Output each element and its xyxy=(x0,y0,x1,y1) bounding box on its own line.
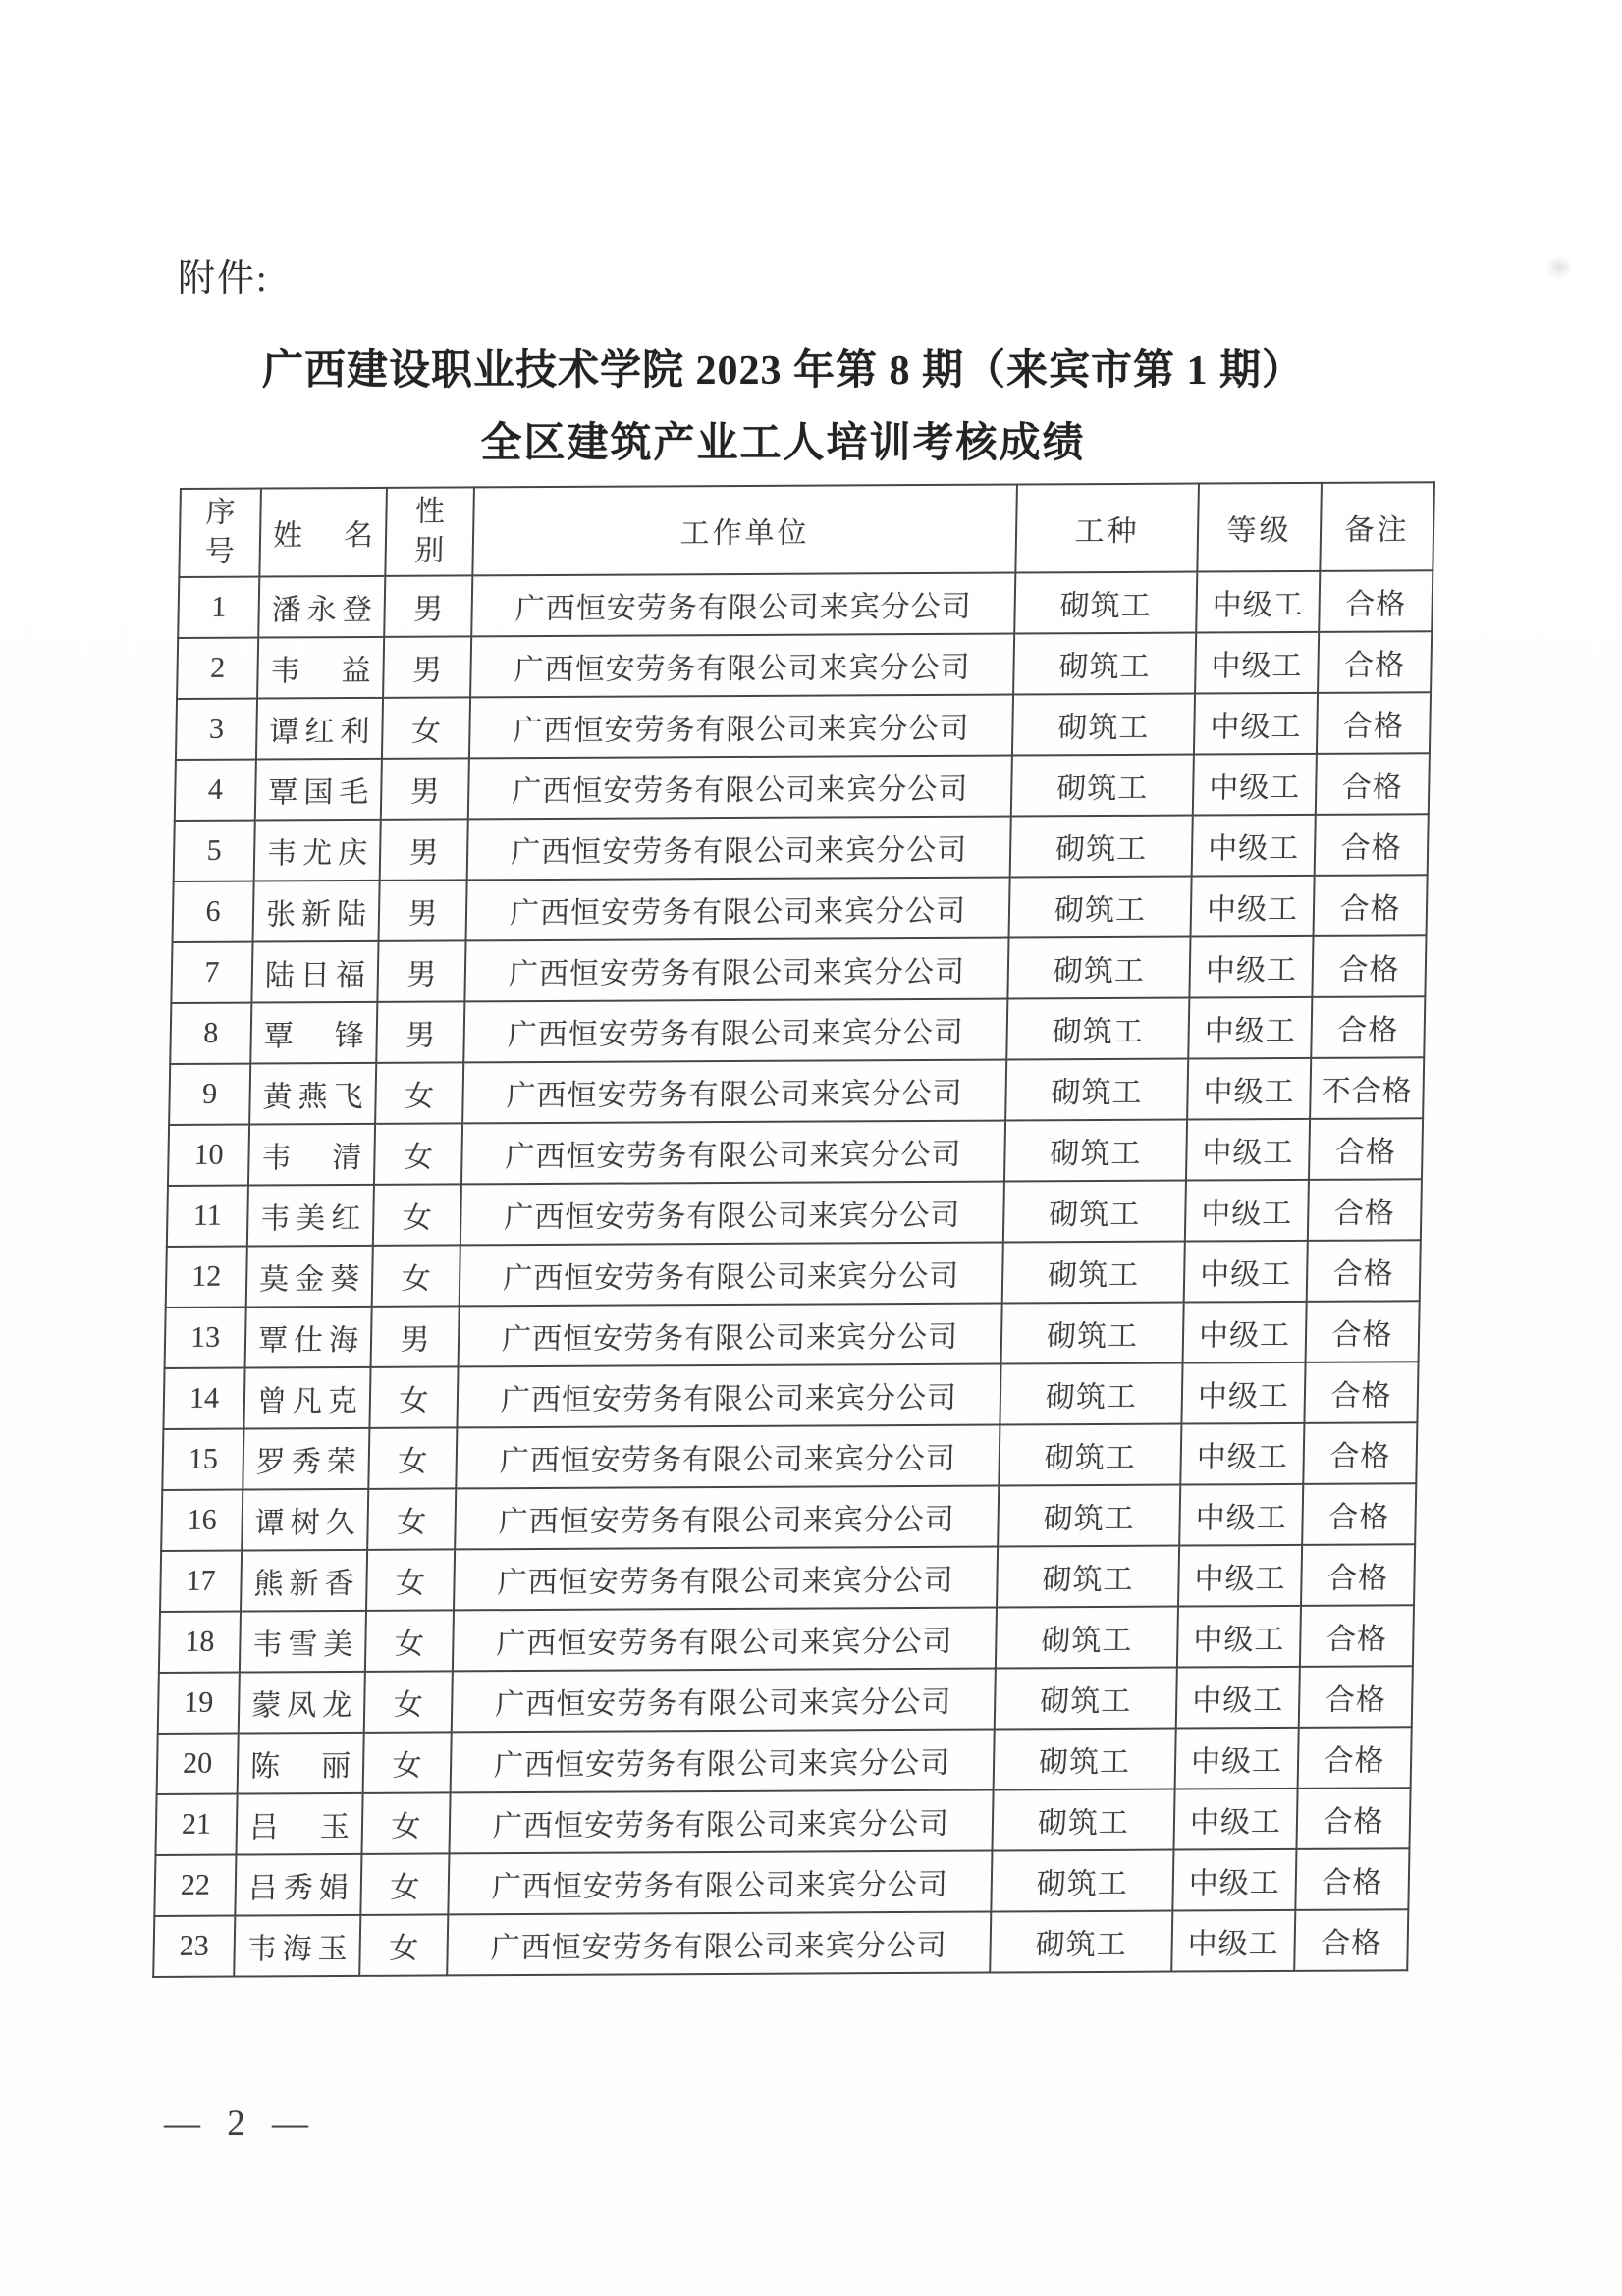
col-header-level xyxy=(1197,483,1322,572)
cell-name-text: 韦美红 xyxy=(260,1201,361,1236)
table-row xyxy=(159,1605,1414,1673)
table-row xyxy=(165,1301,1420,1368)
cell-level: 中级工 xyxy=(1175,1728,1299,1789)
cell-gender: 女 xyxy=(367,1488,456,1549)
cell-trade: 砌筑工 xyxy=(1010,816,1193,878)
cell-name-text: 覃锋 xyxy=(263,1019,365,1053)
cell-gender: 女 xyxy=(375,1062,463,1123)
cell-work-unit: 广西恒安劳务有限公司来宾分公司 xyxy=(457,1364,1000,1428)
cell-gender: 男 xyxy=(379,880,467,940)
cell-no: 5 xyxy=(174,821,255,881)
cell-work-unit: 广西恒安劳务有限公司来宾分公司 xyxy=(466,878,1010,941)
cell-remark: 合格 xyxy=(1298,1727,1412,1789)
cell-level: 中级工 xyxy=(1180,1423,1304,1485)
cell-name-text: 熊新香 xyxy=(253,1567,354,1601)
cell-level: 中级工 xyxy=(1194,693,1318,755)
cell-name xyxy=(235,1854,361,1916)
cell-name xyxy=(243,1367,370,1429)
results-table-body xyxy=(153,570,1433,1977)
results-table xyxy=(152,481,1435,1978)
cell-gender: 女 xyxy=(359,1914,448,1975)
cell-name-text: 蒙凤龙 xyxy=(250,1688,352,1723)
cell-name-text: 莫金葵 xyxy=(258,1262,360,1297)
cell-no: 17 xyxy=(160,1551,242,1612)
cell-gender: 女 xyxy=(372,1245,460,1306)
cell-name xyxy=(257,637,384,699)
cell-no: 8 xyxy=(170,1003,251,1064)
cell-remark: 合格 xyxy=(1294,1909,1408,1971)
cell-name-text: 覃国毛 xyxy=(267,775,369,810)
cell-level: 中级工 xyxy=(1185,1180,1309,1242)
cell-gender: 女 xyxy=(364,1671,453,1732)
cell-remark: 合格 xyxy=(1295,1848,1409,1910)
cell-gender: 男 xyxy=(381,758,469,819)
page-number: — 2 — xyxy=(164,2104,317,2144)
cell-trade: 砌筑工 xyxy=(1001,1303,1184,1364)
cell-remark: 合格 xyxy=(1303,1422,1417,1484)
cell-remark: 合格 xyxy=(1299,1666,1413,1728)
cell-no: 11 xyxy=(167,1186,248,1247)
cell-gender: 女 xyxy=(382,697,470,758)
cell-trade: 砌筑工 xyxy=(1003,1181,1186,1243)
cell-trade: 砌筑工 xyxy=(995,1668,1177,1730)
cell-level: 中级工 xyxy=(1172,1849,1296,1911)
cell-name-text: 黄燕飞 xyxy=(262,1080,363,1114)
cell-name xyxy=(245,1307,372,1368)
cell-trade: 砌筑工 xyxy=(1014,572,1197,634)
col-header-name xyxy=(259,488,387,577)
table-row xyxy=(160,1544,1415,1612)
cell-no: 6 xyxy=(173,881,254,942)
cell-trade: 砌筑工 xyxy=(999,1424,1181,1486)
cell-gender: 男 xyxy=(384,575,472,636)
cell-name-text: 张新陆 xyxy=(265,897,367,932)
cell-work-unit: 广西恒安劳务有限公司来宾分公司 xyxy=(471,573,1015,637)
cell-remark: 合格 xyxy=(1307,1240,1421,1302)
cell-gender: 女 xyxy=(363,1732,452,1792)
cell-gender: 女 xyxy=(373,1184,461,1245)
cell-remark: 合格 xyxy=(1311,996,1425,1058)
document-title-line2: 全区建筑产业工人培训考核成绩 xyxy=(480,421,1086,466)
attachment-label: 附件: xyxy=(178,258,269,299)
cell-trade: 砌筑工 xyxy=(1000,1363,1182,1425)
cell-trade: 砌筑工 xyxy=(1004,1120,1187,1182)
cell-level: 中级工 xyxy=(1196,571,1320,633)
cell-level: 中级工 xyxy=(1179,1484,1303,1546)
cell-no: 23 xyxy=(153,1916,235,1977)
cell-level: 中级工 xyxy=(1193,754,1317,816)
cell-name-text: 曾凡克 xyxy=(256,1384,358,1418)
cell-name-text: 谭红利 xyxy=(269,715,370,749)
cell-gender: 男 xyxy=(376,1001,464,1062)
cell-trade: 砌筑工 xyxy=(997,1546,1179,1608)
col-header-level-label: 等级 xyxy=(1226,514,1292,548)
col-header-no-label: 序号 xyxy=(204,496,236,568)
cell-trade: 砌筑工 xyxy=(1002,1242,1185,1304)
cell-work-unit: 广西恒安劳务有限公司来宾分公司 xyxy=(463,999,1007,1063)
cell-remark: 合格 xyxy=(1317,692,1431,754)
cell-name-text: 陆日福 xyxy=(264,958,366,992)
cell-remark: 合格 xyxy=(1302,1483,1416,1545)
scan-smudge xyxy=(1545,255,1573,279)
cell-level: 中级工 xyxy=(1189,936,1313,998)
cell-name-text: 吕秀娟 xyxy=(247,1871,350,1905)
cell-remark: 合格 xyxy=(1308,1179,1422,1241)
cell-name xyxy=(251,941,378,1003)
col-header-no xyxy=(179,489,261,577)
cell-name xyxy=(247,1185,374,1247)
table-header-row xyxy=(179,482,1434,577)
col-header-name-label: 姓名 xyxy=(272,518,374,553)
cell-no: 4 xyxy=(175,760,256,821)
cell-work-unit: 广西恒安劳务有限公司来宾分公司 xyxy=(461,1121,1005,1185)
cell-trade: 砌筑工 xyxy=(996,1607,1178,1669)
cell-gender: 男 xyxy=(380,819,468,880)
cell-level: 中级工 xyxy=(1177,1606,1301,1668)
cell-level: 中级工 xyxy=(1195,632,1319,694)
cell-trade: 砌筑工 xyxy=(1007,937,1190,999)
cell-trade: 砌筑工 xyxy=(992,1789,1174,1851)
cell-work-unit: 广西恒安劳务有限公司来宾分公司 xyxy=(453,1608,997,1672)
cell-level: 中级工 xyxy=(1171,1910,1295,1972)
cell-name xyxy=(249,1063,376,1125)
cell-work-unit: 广西恒安劳务有限公司来宾分公司 xyxy=(452,1669,996,1733)
cell-name xyxy=(253,881,380,942)
cell-trade: 砌筑工 xyxy=(1013,633,1196,695)
cell-no: 19 xyxy=(158,1673,240,1734)
cell-gender: 女 xyxy=(360,1853,449,1914)
cell-name xyxy=(246,1246,373,1308)
cell-name xyxy=(236,1793,362,1855)
table-row xyxy=(157,1727,1412,1794)
table-row xyxy=(173,875,1428,942)
cell-trade: 砌筑工 xyxy=(998,1485,1180,1547)
cell-name xyxy=(242,1489,368,1551)
cell-remark: 合格 xyxy=(1300,1605,1414,1667)
col-header-gender xyxy=(385,487,474,575)
cell-gender: 女 xyxy=(366,1549,455,1610)
cell-name xyxy=(234,1915,360,1977)
cell-remark: 合格 xyxy=(1301,1544,1415,1606)
cell-work-unit: 广西恒安劳务有限公司来宾分公司 xyxy=(467,817,1011,881)
cell-no: 20 xyxy=(157,1734,239,1794)
cell-remark: 合格 xyxy=(1296,1788,1410,1849)
cell-trade: 砌筑工 xyxy=(991,1850,1173,1912)
cell-trade: 砌筑工 xyxy=(990,1911,1172,1973)
cell-name-text: 韦海玉 xyxy=(246,1932,349,1966)
cell-work-unit: 广西恒安劳务有限公司来宾分公司 xyxy=(470,634,1014,698)
cell-work-unit: 广西恒安劳务有限公司来宾分公司 xyxy=(464,938,1008,1002)
table-row xyxy=(175,753,1430,821)
table-row xyxy=(158,1666,1413,1734)
cell-remark: 合格 xyxy=(1315,814,1429,876)
cell-no: 2 xyxy=(177,638,258,699)
cell-name xyxy=(255,759,382,821)
cell-gender: 女 xyxy=(361,1792,450,1853)
cell-work-unit: 广西恒安劳务有限公司来宾分公司 xyxy=(448,1851,992,1915)
col-header-trade xyxy=(1015,484,1199,573)
cell-name xyxy=(241,1550,367,1612)
cell-level: 中级工 xyxy=(1178,1545,1302,1607)
cell-no: 21 xyxy=(155,1794,237,1855)
table-row xyxy=(170,996,1425,1064)
table-row xyxy=(169,1057,1424,1125)
cell-trade: 砌筑工 xyxy=(994,1729,1176,1790)
cell-gender: 女 xyxy=(368,1427,457,1488)
cell-name xyxy=(254,820,381,881)
cell-name-text: 韦雪美 xyxy=(252,1628,353,1662)
table-row xyxy=(162,1422,1417,1490)
cell-no: 10 xyxy=(168,1125,249,1186)
results-table-wrap xyxy=(152,481,1435,1978)
cell-remark: 不合格 xyxy=(1310,1057,1424,1119)
cell-gender: 女 xyxy=(374,1123,462,1184)
cell-no: 14 xyxy=(163,1368,244,1429)
col-header-work-unit-label: 工作单位 xyxy=(679,516,810,551)
cell-work-unit: 广西恒安劳务有限公司来宾分公司 xyxy=(459,1304,1002,1367)
cell-no: 12 xyxy=(166,1247,247,1308)
cell-level: 中级工 xyxy=(1181,1362,1305,1424)
cell-name-text: 吕玉 xyxy=(248,1810,351,1844)
table-row xyxy=(168,1118,1423,1186)
cell-work-unit: 广西恒安劳务有限公司来宾分公司 xyxy=(455,1486,999,1550)
cell-no: 3 xyxy=(176,699,257,760)
cell-level: 中级工 xyxy=(1187,1058,1311,1120)
cell-remark: 合格 xyxy=(1312,935,1426,997)
cell-level: 中级工 xyxy=(1191,876,1315,937)
cell-remark: 合格 xyxy=(1316,753,1430,815)
cell-work-unit: 广西恒安劳务有限公司来宾分公司 xyxy=(451,1730,995,1793)
cell-work-unit: 广西恒安劳务有限公司来宾分公司 xyxy=(449,1790,993,1854)
table-row xyxy=(166,1240,1421,1308)
cell-gender: 女 xyxy=(369,1366,458,1427)
cell-work-unit: 广西恒安劳务有限公司来宾分公司 xyxy=(454,1547,998,1611)
cell-name-text: 罗秀荣 xyxy=(255,1445,357,1479)
cell-level: 中级工 xyxy=(1183,1302,1307,1363)
cell-remark: 合格 xyxy=(1319,570,1433,632)
table-row xyxy=(167,1179,1422,1247)
cell-trade: 砌筑工 xyxy=(1006,998,1189,1060)
cell-trade: 砌筑工 xyxy=(1011,755,1194,817)
table-row xyxy=(174,814,1429,881)
cell-remark: 合格 xyxy=(1304,1362,1418,1423)
cell-no: 7 xyxy=(171,942,252,1003)
cell-name xyxy=(239,1672,365,1734)
cell-remark: 合格 xyxy=(1318,631,1432,693)
cell-level: 中级工 xyxy=(1184,1241,1308,1303)
cell-no: 13 xyxy=(165,1308,246,1368)
cell-gender: 男 xyxy=(383,636,471,697)
cell-trade: 砌筑工 xyxy=(1005,1059,1188,1121)
table-row xyxy=(161,1483,1416,1551)
cell-name-text: 韦清 xyxy=(261,1141,362,1175)
cell-no: 9 xyxy=(169,1064,250,1125)
cell-no: 1 xyxy=(178,577,259,638)
cell-name xyxy=(243,1428,369,1490)
cell-work-unit: 广西恒安劳务有限公司来宾分公司 xyxy=(460,1243,1003,1307)
cell-trade: 砌筑工 xyxy=(1012,694,1195,756)
cell-name-text: 韦益 xyxy=(270,654,371,688)
cell-level: 中级工 xyxy=(1188,997,1312,1059)
cell-work-unit: 广西恒安劳务有限公司来宾分公司 xyxy=(456,1425,1000,1489)
cell-work-unit: 广西恒安劳务有限公司来宾分公司 xyxy=(462,1060,1006,1124)
cell-name xyxy=(240,1611,366,1673)
col-header-remark-label: 备注 xyxy=(1344,513,1410,547)
cell-remark: 合格 xyxy=(1314,875,1428,936)
cell-trade: 砌筑工 xyxy=(1009,877,1192,938)
table-row xyxy=(177,631,1432,699)
col-header-gender-label: 性别 xyxy=(413,495,446,567)
table-row xyxy=(155,1788,1410,1855)
cell-work-unit: 广西恒安劳务有限公司来宾分公司 xyxy=(447,1912,991,1976)
cell-name xyxy=(256,698,383,760)
cell-gender: 男 xyxy=(377,940,465,1001)
cell-work-unit: 广西恒安劳务有限公司来宾分公司 xyxy=(469,695,1013,759)
cell-no: 16 xyxy=(161,1490,243,1551)
cell-no: 22 xyxy=(154,1855,236,1916)
cell-work-unit: 广西恒安劳务有限公司来宾分公司 xyxy=(460,1182,1004,1246)
table-row xyxy=(178,570,1433,638)
cell-name xyxy=(258,576,385,638)
cell-name-text: 潘永登 xyxy=(271,593,373,627)
cell-name xyxy=(238,1733,364,1794)
cell-name xyxy=(248,1124,375,1186)
cell-name-text: 陈丽 xyxy=(249,1749,351,1784)
cell-level: 中级工 xyxy=(1176,1667,1300,1729)
cell-name xyxy=(250,1002,377,1064)
col-header-remark xyxy=(1320,482,1434,571)
cell-name-text: 覃仕海 xyxy=(257,1323,359,1358)
cell-work-unit: 广西恒安劳务有限公司来宾分公司 xyxy=(468,756,1012,820)
cell-gender: 男 xyxy=(371,1306,460,1366)
cell-level: 中级工 xyxy=(1173,1789,1297,1850)
cell-no: 18 xyxy=(159,1612,241,1673)
cell-no: 15 xyxy=(162,1429,243,1490)
cell-gender: 女 xyxy=(365,1610,454,1671)
document-title-line1: 广西建设职业技术学院 2023 年第 8 期（来宾市第 1 期） xyxy=(261,348,1304,394)
table-row xyxy=(154,1848,1409,1916)
table-row xyxy=(163,1362,1418,1429)
table-row xyxy=(153,1909,1408,1977)
cell-name-text: 韦尤庆 xyxy=(266,836,368,871)
table-row xyxy=(171,935,1426,1003)
col-header-work-unit xyxy=(472,485,1017,576)
col-header-trade-label: 工种 xyxy=(1074,514,1140,549)
cell-level: 中级工 xyxy=(1186,1119,1310,1181)
table-row xyxy=(176,692,1431,760)
cell-level: 中级工 xyxy=(1192,815,1316,877)
cell-remark: 合格 xyxy=(1309,1118,1423,1180)
cell-name-text: 谭树久 xyxy=(254,1506,355,1540)
cell-remark: 合格 xyxy=(1306,1301,1420,1362)
